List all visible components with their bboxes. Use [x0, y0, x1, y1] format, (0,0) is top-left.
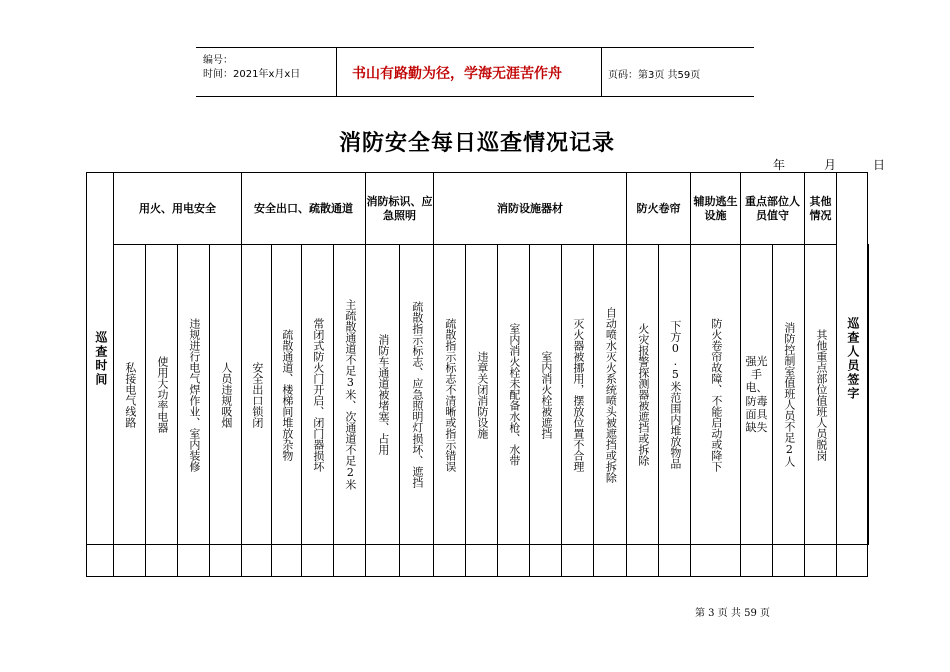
item-fire-door: 常闭式防火门开启、闭门器损坏 [302, 245, 334, 545]
inspection-record-table [86, 172, 869, 577]
group-exits: 安全出口、疏散通道 [242, 173, 366, 245]
item-exit-locked: 安全出口锁闭 [242, 245, 272, 545]
page-footer: 第 3 页 共 59 页 [695, 608, 770, 619]
date-month: 月 [824, 158, 837, 172]
entry-cell[interactable] [466, 545, 498, 577]
entry-cell[interactable] [434, 545, 466, 577]
group-fire-shutter: 防火卷帘 [627, 173, 691, 245]
item-control-room: 消防控制室值班人员不足2人 [773, 245, 805, 545]
page-title: 消防安全每日巡查情况记录 [339, 130, 616, 156]
item-fire-lane-blocked: 消防车通道被堵塞、占用 [366, 245, 400, 545]
item-hydrant-no-hose: 室内消火栓未配备水枪、水带 [498, 245, 530, 545]
header-divider-right [601, 47, 602, 97]
entry-cell[interactable] [210, 545, 242, 577]
time-label: 时间：2021年x月x日 [203, 69, 301, 80]
date-day: 日 [873, 158, 886, 172]
entry-cell[interactable] [242, 545, 272, 577]
item-hydrant-blocked: 室内消火栓被遮挡 [530, 245, 562, 545]
header-top-rule [196, 47, 754, 48]
group-signs-lighting: 消防标识、应急照明 [366, 173, 434, 245]
item-high-power-appliance: 使用大功率电器 [146, 245, 178, 545]
item-corridor-clutter: 疏散通道、楼梯间堆放杂物 [272, 245, 302, 545]
entry-cell[interactable] [302, 545, 334, 577]
item-detector: 火灾报警探测器被遮挡或拆除 [627, 245, 659, 545]
entry-cell[interactable] [805, 545, 837, 577]
item-sign-damaged: 疏散指示标志、应急照明灯损坏、遮挡 [400, 245, 434, 545]
entry-cell[interactable] [334, 545, 366, 577]
item-other-post: 其他重点部位值班人员脱岗 [805, 245, 837, 545]
group-other: 其他情况 [805, 173, 837, 245]
entry-cell[interactable] [837, 545, 868, 577]
group-escape-aids: 辅助逃生设施 [691, 173, 741, 245]
page-label: 页码：第3页 共59页 [608, 70, 701, 81]
entry-cell[interactable] [366, 545, 400, 577]
group-key-positions: 重点部位人员值守 [741, 173, 805, 245]
entry-cell[interactable] [146, 545, 178, 577]
group-fire-electric: 用火、用电安全 [114, 173, 242, 245]
item-sprinkler: 自动喷水灭火系统喷头被遮挡或拆除 [594, 245, 627, 545]
item-corridor-width: 主疏散通道不足3米、次通道不足2米 [334, 245, 366, 545]
entry-cell[interactable] [773, 545, 805, 577]
item-other-blank [868, 245, 869, 545]
item-sign-unclear: 疏散指示标志不清晰或指示错误 [434, 245, 466, 545]
item-illegal-welding: 违规进行电气焊作业、室内装修 [178, 245, 210, 545]
item-shutter-obstruction: 下方0.5米范围内堆放物品 [659, 245, 691, 545]
entry-cell[interactable] [272, 545, 302, 577]
entry-cell[interactable] [562, 545, 594, 577]
entry-cell[interactable] [627, 545, 659, 577]
item-escape-aids-missing: 强光手电、防毒面具缺失 [741, 245, 773, 545]
header-bottom-rule [196, 96, 754, 97]
entry-cell[interactable] [87, 545, 114, 577]
item-private-wiring: 私接电气线路 [114, 245, 146, 545]
motto: 书山有路勤为径，学海无涯苦作舟 [352, 66, 562, 82]
signature-col-header: 巡查人员签字 [837, 173, 868, 545]
entry-cell[interactable] [691, 545, 741, 577]
date-year: 年 [773, 158, 786, 172]
item-facility-closed: 违章关闭消防设施 [466, 245, 498, 545]
group-fire-equipment: 消防设施器材 [434, 173, 627, 245]
item-extinguisher: 灭火器被挪用，摆放位置不合理 [562, 245, 594, 545]
doc-number-label: 编号： [203, 55, 233, 66]
entry-cell[interactable] [400, 545, 434, 577]
time-col-header: 巡查时间 [87, 173, 114, 545]
item-smoking: 人员违规吸烟 [210, 245, 242, 545]
entry-cell[interactable] [498, 545, 530, 577]
header-divider-left [336, 47, 337, 97]
entry-cell[interactable] [530, 545, 562, 577]
item-shutter-fault: 防火卷帘故障、不能启动或降下 [691, 245, 741, 545]
entry-cell[interactable] [659, 545, 691, 577]
entry-cell[interactable] [114, 545, 146, 577]
entry-cell[interactable] [594, 545, 627, 577]
entry-cell[interactable] [741, 545, 773, 577]
entry-cell[interactable] [178, 545, 210, 577]
